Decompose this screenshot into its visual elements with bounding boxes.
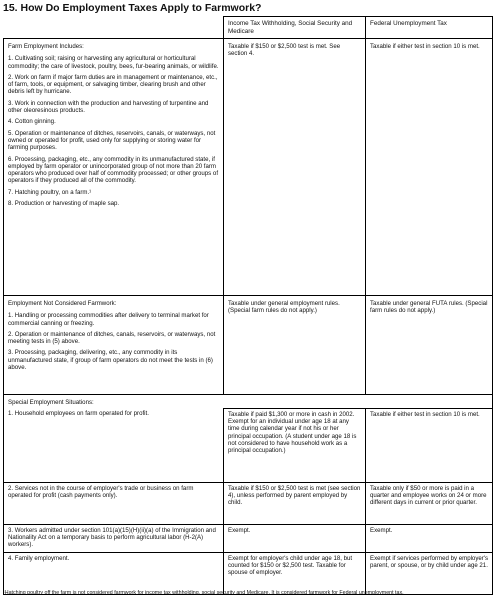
not-farmwork-income-tax-text: Taxable under general employment rules. (Special farm rules do not apply.) [228, 300, 340, 315]
farm-futa-text: Taxable if either test in section 10 is met. [370, 43, 480, 50]
special-futa: Exempt. [366, 524, 493, 552]
special-row [4, 524, 493, 552]
special-label-row [4, 395, 493, 409]
special-income-tax: Taxable if paid $1,300 or more in cash in 2002. Exempt for an individual under age 18 at any time during calendar year if not his or her principal occupation. (A student under age 18 is not considered to have household work as a principal occupation.) [224, 408, 366, 482]
header-futa: Federal Unemployment Tax [366, 17, 493, 39]
farm-item: 8. Production or harvesting of maple sap. [8, 200, 120, 208]
farm-employment-row [4, 39, 493, 296]
farm-item: 7. Hatching poultry, on a farm.¹ [8, 188, 92, 196]
farm-item: 1. Cultivating soil; raising or harvesting any agricultural or horticultural commodity; the care of livestock, poultry, bees, fur-bearing animals, or wildlife. [8, 55, 219, 70]
special-income-tax: Exempt. [224, 524, 366, 552]
farm-item: 5. Operation or maintenance of ditches, reservoirs, canals, or waterways, not owned or operated for profit, used only for supplying or storing water for farming purposes. [8, 129, 216, 152]
not-farmwork-futa [366, 296, 493, 395]
not-farmwork-item: 1. Handling or processing commodities after delivery to terminal market for commercial canning or freezing. [8, 312, 209, 327]
farm-item: 2. Work on farm if major farm duties are in management or maintenance, etc., of farm, tools, or equipment, or salvaging timber, clearing brush and other debris left by hurricane. [8, 73, 218, 96]
not-farmwork-row [4, 296, 493, 395]
special-income-tax: Exempt for employer's child under age 18, but counted for $150 or $2,500 test. Taxable for spouse of employer. [224, 552, 366, 594]
farm-employment-income-tax [224, 39, 366, 296]
page-title: 15. How Do Employment Taxes Apply to Farmwork? [3, 2, 262, 14]
farm-employment-cell [4, 39, 224, 296]
special-futa: Taxable only if $50 or more is paid in a quarter and employee works on 24 or more different days in current or prior quarter. [366, 482, 493, 524]
not-farmwork-item: 3. Processing, packaging, delivering, etc., any commodity in its unmanufactured state, if group of farm operators do not meet the tests in (6) above. [8, 349, 213, 372]
footnote: ¹Hatching poultry off the farm is not considered farmwork for income tax withholding, social security and Medicare. It is considered farmwork for Federal unemployment tax. [3, 590, 404, 596]
farm-employment-label: Farm Employment Includes: [8, 43, 84, 50]
special-row [4, 482, 493, 524]
special-label-spacer [366, 395, 493, 409]
special-row [4, 552, 493, 594]
header-blank-cell [4, 17, 224, 39]
special-income-tax: Taxable if $150 or $2,500 test is met (see section 4), unless performed by parent employed by child. [224, 482, 366, 524]
special-futa: Taxable if either test in section 10 is met. [366, 408, 493, 482]
not-farmwork-item: 2. Operation or maintenance of ditches, canals, reservoirs, or waterways, not meeting tests in (5) above. [8, 330, 216, 346]
farm-income-tax-text: Taxable if $150 or $2,500 test is met. See section 4. [228, 43, 341, 58]
farm-item: 3. Work in connection with the production and harvesting of turpentine and other oleoresinous products. [8, 99, 209, 115]
farm-employment-futa [366, 39, 493, 296]
special-label-spacer [224, 395, 366, 409]
farm-item: 6. Processing, packaging, etc., any commodity in its unmanufactured state, if employed by farm operator or unincorporated group of not more than 20 farm operators who produced over half of commodity processed; or other groups of operators if they produced all of the commodity. [8, 155, 219, 185]
special-situation: 4. Family employment. [4, 552, 224, 594]
special-futa: Exempt if services performed by employer's parent, or spouse, or by child under age 21. [366, 552, 493, 594]
not-farmwork-label: Employment Not Considered Farmwork: [8, 300, 117, 307]
not-farmwork-income-tax [224, 296, 366, 395]
special-situation: 2. Services not in the course of employer's trade or business on farm operated for profit (cash payments only). [4, 482, 224, 524]
special-situation: 3. Workers admitted under section 101(a)(15)(H)(ii)(a) of the Immigration and Nationality Act on a temporary basis to perform agricultural labor (H-2(A) workers). [4, 524, 224, 552]
farmwork-tax-table [3, 16, 493, 595]
not-farmwork-cell [4, 296, 224, 395]
header-income-tax: Income Tax Withholding, Social Security and Medicare [224, 17, 366, 39]
farm-item: 4. Cotton ginning. [8, 118, 56, 126]
not-farmwork-futa-text: Taxable under general FUTA rules. (Special farm rules do not apply.) [370, 300, 488, 315]
special-label: Special Employment Situations: [4, 395, 224, 409]
header-row [4, 17, 493, 39]
special-situation: 1. Household employees on farm operated for profit. [4, 408, 224, 482]
special-row [4, 408, 493, 482]
